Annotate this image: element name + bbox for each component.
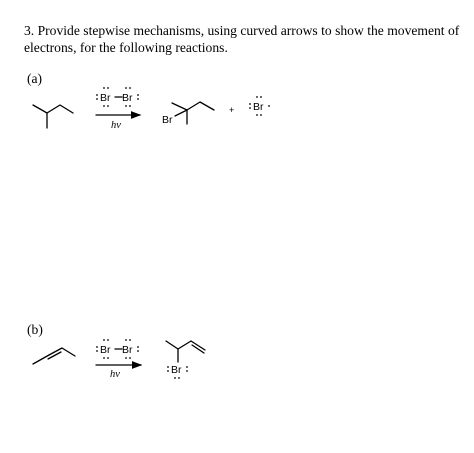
part-a-product-br: Br bbox=[162, 114, 173, 126]
part-a-reagent-br1: Br bbox=[100, 92, 111, 104]
part-b-product bbox=[166, 341, 205, 379]
part-a-condition: hν bbox=[111, 120, 121, 131]
part-b-product-br: Br bbox=[171, 364, 182, 376]
part-a-plus-sign: + bbox=[229, 105, 235, 115]
part-a-radical-br: Br bbox=[253, 101, 264, 113]
part-a-product bbox=[162, 102, 214, 126]
part-b-reagent bbox=[96, 339, 139, 359]
part-b-condition: hν bbox=[110, 369, 120, 380]
part-b-label: (b) bbox=[27, 322, 43, 337]
part-b-starting-material bbox=[33, 348, 75, 364]
part-b-reagent-br1: Br bbox=[100, 344, 111, 356]
part-a-label: (a) bbox=[27, 71, 43, 86]
question-text: 3. Provide stepwise mechanisms, using curved arrows to show the movement of electrons, for the following reactions. bbox=[24, 23, 460, 55]
part-a-starting-material bbox=[33, 105, 73, 128]
part-b-reagent-br2: Br bbox=[122, 344, 133, 356]
part-a-reagent bbox=[96, 87, 139, 107]
part-a-bromine-radical bbox=[249, 96, 270, 116]
part-a-reagent-br2: Br bbox=[122, 92, 133, 104]
